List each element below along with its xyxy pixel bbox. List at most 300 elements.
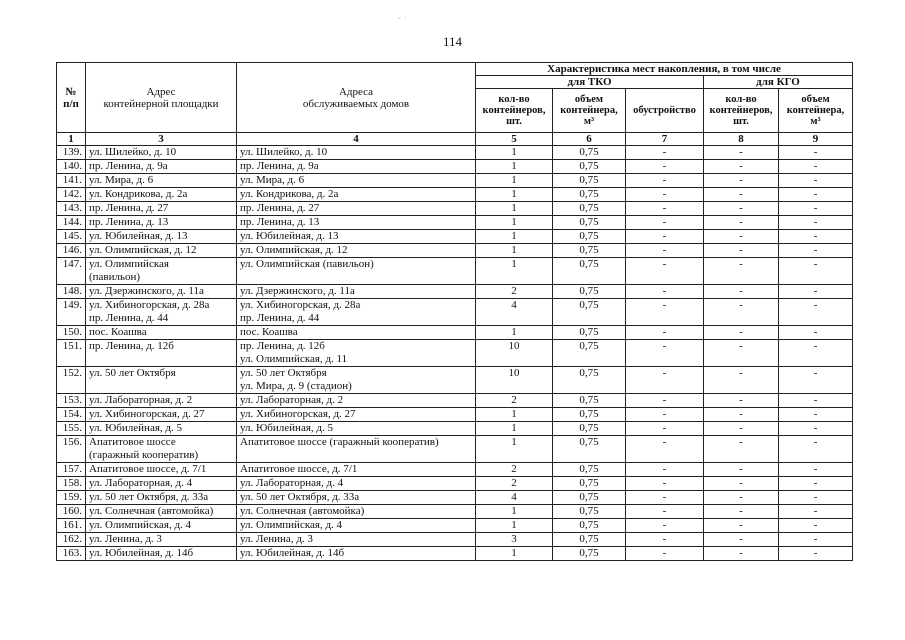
kgo-volume: - bbox=[779, 367, 853, 394]
header-site-address: Адрес контейнерной площадки bbox=[86, 63, 237, 133]
table-row bbox=[57, 505, 853, 519]
header-characteristics: Характеристика мест накопления, в том числе bbox=[476, 63, 853, 76]
served-address bbox=[237, 230, 476, 244]
served-address-line: ул. Лабораторная, д. 2 bbox=[240, 394, 344, 406]
kgo-count: - bbox=[704, 519, 779, 533]
site-address-line: ул. Олимпийская, д. 12 bbox=[89, 244, 197, 256]
served-address-line: пр. Ленина, д. 27 bbox=[240, 202, 320, 214]
kgo-volume: - bbox=[779, 285, 853, 299]
kgo-count: - bbox=[704, 258, 779, 285]
site-address-line: ул. Лабораторная, д. 2 bbox=[89, 394, 193, 406]
equipment: - bbox=[626, 326, 704, 340]
table-row bbox=[57, 394, 853, 408]
row-number: 159. bbox=[57, 491, 86, 505]
kgo-volume: - bbox=[779, 436, 853, 463]
kgo-volume: - bbox=[779, 491, 853, 505]
header-equipment: обустройство bbox=[626, 89, 704, 133]
served-address bbox=[237, 258, 476, 285]
tko-volume: 0,75 bbox=[553, 547, 626, 561]
tko-volume: 0,75 bbox=[553, 367, 626, 394]
served-address-line: ул. 50 лет Октября bbox=[240, 367, 327, 379]
tko-volume: 0,75 bbox=[553, 477, 626, 491]
table-row bbox=[57, 519, 853, 533]
tko-count: 1 bbox=[476, 519, 553, 533]
kgo-count: - bbox=[704, 188, 779, 202]
site-address-line: (павильон) bbox=[89, 271, 141, 283]
equipment: - bbox=[626, 436, 704, 463]
tko-volume: 0,75 bbox=[553, 505, 626, 519]
equipment: - bbox=[626, 477, 704, 491]
equipment: - bbox=[626, 174, 704, 188]
tko-volume: 0,75 bbox=[553, 188, 626, 202]
tko-count: 1 bbox=[476, 188, 553, 202]
tko-count: 1 bbox=[476, 326, 553, 340]
table-row bbox=[57, 285, 853, 299]
row-number: 139. bbox=[57, 146, 86, 160]
kgo-volume: - bbox=[779, 202, 853, 216]
table-row bbox=[57, 326, 853, 340]
equipment: - bbox=[626, 188, 704, 202]
kgo-count: - bbox=[704, 244, 779, 258]
equipment: - bbox=[626, 491, 704, 505]
col-number: 4 bbox=[237, 133, 476, 146]
kgo-count: - bbox=[704, 174, 779, 188]
equipment: - bbox=[626, 244, 704, 258]
tko-volume: 0,75 bbox=[553, 216, 626, 230]
kgo-volume: - bbox=[779, 244, 853, 258]
site-address-line: ул. Юбилейная, д. 5 bbox=[89, 422, 182, 434]
equipment: - bbox=[626, 146, 704, 160]
served-address bbox=[237, 202, 476, 216]
served-address bbox=[237, 477, 476, 491]
row-number: 156. bbox=[57, 436, 86, 463]
served-address-line: ул. Хибиногорская, д. 27 bbox=[240, 408, 356, 420]
site-address bbox=[86, 340, 237, 367]
table-row bbox=[57, 230, 853, 244]
kgo-count: - bbox=[704, 299, 779, 326]
kgo-volume: - bbox=[779, 422, 853, 436]
tko-count: 1 bbox=[476, 422, 553, 436]
site-address bbox=[86, 408, 237, 422]
header-kgo: для КГО bbox=[704, 76, 853, 89]
site-address-line: ул. Дзержинского, д. 11а bbox=[89, 285, 204, 297]
served-address-line: ул. Юбилейная, д. 14б bbox=[240, 547, 345, 559]
kgo-count: - bbox=[704, 408, 779, 422]
table-row bbox=[57, 340, 853, 367]
site-address bbox=[86, 326, 237, 340]
kgo-volume: - bbox=[779, 258, 853, 285]
col-number: 5 bbox=[476, 133, 553, 146]
served-address bbox=[237, 436, 476, 463]
table-row bbox=[57, 174, 853, 188]
tko-count: 2 bbox=[476, 285, 553, 299]
kgo-volume: - bbox=[779, 533, 853, 547]
kgo-count: - bbox=[704, 547, 779, 561]
row-number: 154. bbox=[57, 408, 86, 422]
kgo-count: - bbox=[704, 436, 779, 463]
site-address bbox=[86, 244, 237, 258]
tko-volume: 0,75 bbox=[553, 533, 626, 547]
table-row bbox=[57, 244, 853, 258]
site-address bbox=[86, 436, 237, 463]
row-number: 150. bbox=[57, 326, 86, 340]
site-address-line: пр. Ленина, д. 9а bbox=[89, 160, 168, 172]
tko-volume: 0,75 bbox=[553, 422, 626, 436]
site-address-line: ул. 50 лет Октября bbox=[89, 367, 176, 379]
kgo-count: - bbox=[704, 533, 779, 547]
table-row bbox=[57, 547, 853, 561]
equipment: - bbox=[626, 519, 704, 533]
table-row bbox=[57, 146, 853, 160]
row-number: 163. bbox=[57, 547, 86, 561]
site-address bbox=[86, 202, 237, 216]
kgo-volume: - bbox=[779, 408, 853, 422]
site-address-line: ул. Шилейко, д. 10 bbox=[89, 146, 177, 158]
row-number: 147. bbox=[57, 258, 86, 285]
kgo-volume: - bbox=[779, 160, 853, 174]
row-number: 146. bbox=[57, 244, 86, 258]
tko-count: 1 bbox=[476, 436, 553, 463]
col-number: 1 bbox=[57, 133, 86, 146]
equipment: - bbox=[626, 258, 704, 285]
served-address bbox=[237, 299, 476, 326]
site-address-line: Апатитовое шоссе bbox=[89, 436, 176, 448]
tko-count: 1 bbox=[476, 146, 553, 160]
tko-count: 1 bbox=[476, 505, 553, 519]
site-address-line: ул. Мира, д. 6 bbox=[89, 174, 154, 186]
row-number: 151. bbox=[57, 340, 86, 367]
tko-count: 4 bbox=[476, 491, 553, 505]
header-kgo-volume: объем контейнера, м³ bbox=[779, 89, 853, 133]
served-address bbox=[237, 146, 476, 160]
table-row bbox=[57, 436, 853, 463]
tko-count: 1 bbox=[476, 174, 553, 188]
site-address bbox=[86, 146, 237, 160]
served-address-line: пос. Коашва bbox=[240, 326, 298, 338]
kgo-volume: - bbox=[779, 230, 853, 244]
tko-count: 1 bbox=[476, 244, 553, 258]
container-sites-table bbox=[56, 62, 853, 561]
row-number: 149. bbox=[57, 299, 86, 326]
header-served-addresses: Адреса обслуживаемых домов bbox=[237, 63, 476, 133]
tko-volume: 0,75 bbox=[553, 463, 626, 477]
table-row bbox=[57, 422, 853, 436]
served-address bbox=[237, 326, 476, 340]
tko-count: 1 bbox=[476, 160, 553, 174]
served-address-line: пр. Ленина, д. 13 bbox=[240, 216, 320, 228]
site-address bbox=[86, 463, 237, 477]
col-number: 9 bbox=[779, 133, 853, 146]
site-address-line: пр. Ленина, д. 13 bbox=[89, 216, 169, 228]
header-tko: для ТКО bbox=[476, 76, 704, 89]
tko-count: 1 bbox=[476, 216, 553, 230]
row-number: 155. bbox=[57, 422, 86, 436]
page-number: 114 bbox=[442, 34, 463, 49]
equipment: - bbox=[626, 463, 704, 477]
kgo-volume: - bbox=[779, 216, 853, 230]
kgo-volume: - bbox=[779, 463, 853, 477]
served-address bbox=[237, 160, 476, 174]
site-address-line: (гаражный кооператив) bbox=[89, 449, 199, 461]
kgo-volume: - bbox=[779, 477, 853, 491]
site-address-line: пос. Коашва bbox=[89, 326, 147, 338]
served-address bbox=[237, 422, 476, 436]
row-number: 141. bbox=[57, 174, 86, 188]
kgo-count: - bbox=[704, 202, 779, 216]
tko-volume: 0,75 bbox=[553, 285, 626, 299]
row-number: 152. bbox=[57, 367, 86, 394]
row-number: 144. bbox=[57, 216, 86, 230]
served-address-line: ул. Кондрикова, д. 2а bbox=[240, 188, 339, 200]
site-address-line: ул. Хибиногорская, д. 28а bbox=[89, 299, 210, 311]
site-address bbox=[86, 160, 237, 174]
site-address-line: Апатитовое шоссе, д. 7/1 bbox=[89, 463, 207, 475]
served-address-line: ул. Олимпийская, д. 12 bbox=[240, 244, 348, 256]
table-row bbox=[57, 491, 853, 505]
tko-volume: 0,75 bbox=[553, 174, 626, 188]
col-number: 6 bbox=[553, 133, 626, 146]
site-address bbox=[86, 367, 237, 394]
equipment: - bbox=[626, 202, 704, 216]
tko-count: 1 bbox=[476, 202, 553, 216]
kgo-count: - bbox=[704, 394, 779, 408]
tko-volume: 0,75 bbox=[553, 258, 626, 285]
tko-volume: 0,75 bbox=[553, 326, 626, 340]
kgo-count: - bbox=[704, 230, 779, 244]
kgo-volume: - bbox=[779, 547, 853, 561]
site-address bbox=[86, 299, 237, 326]
served-address-line: ул. Дзержинского, д. 11а bbox=[240, 285, 355, 297]
site-address bbox=[86, 285, 237, 299]
tko-count: 1 bbox=[476, 547, 553, 561]
served-address bbox=[237, 533, 476, 547]
header-num: № п/п bbox=[57, 63, 86, 133]
served-address bbox=[237, 367, 476, 394]
served-address bbox=[237, 285, 476, 299]
kgo-volume: - bbox=[779, 340, 853, 367]
site-address bbox=[86, 394, 237, 408]
row-number: 160. bbox=[57, 505, 86, 519]
tko-count: 4 bbox=[476, 299, 553, 326]
row-number: 142. bbox=[57, 188, 86, 202]
site-address bbox=[86, 477, 237, 491]
site-address-line: ул. Лабораторная, д. 4 bbox=[89, 477, 193, 489]
tko-count: 3 bbox=[476, 533, 553, 547]
site-address bbox=[86, 230, 237, 244]
served-address bbox=[237, 408, 476, 422]
col-number: 8 bbox=[704, 133, 779, 146]
equipment: - bbox=[626, 408, 704, 422]
served-address-line: ул. Солнечная (автомойка) bbox=[240, 505, 365, 517]
tko-count: 1 bbox=[476, 258, 553, 285]
table-row bbox=[57, 202, 853, 216]
kgo-count: - bbox=[704, 491, 779, 505]
kgo-volume: - bbox=[779, 146, 853, 160]
site-address-line: ул. Хибиногорская, д. 27 bbox=[89, 408, 205, 420]
kgo-count: - bbox=[704, 463, 779, 477]
kgo-volume: - bbox=[779, 394, 853, 408]
tko-volume: 0,75 bbox=[553, 146, 626, 160]
equipment: - bbox=[626, 367, 704, 394]
kgo-volume: - bbox=[779, 519, 853, 533]
equipment: - bbox=[626, 422, 704, 436]
tko-count: 10 bbox=[476, 367, 553, 394]
site-address-line: ул. Кондрикова, д. 2а bbox=[89, 188, 188, 200]
kgo-count: - bbox=[704, 477, 779, 491]
row-number: 158. bbox=[57, 477, 86, 491]
kgo-count: - bbox=[704, 505, 779, 519]
served-address-line: ул. Юбилейная, д. 13 bbox=[240, 230, 339, 242]
scan-noise: ᵕ ˑ bbox=[398, 14, 408, 23]
served-address bbox=[237, 244, 476, 258]
equipment: - bbox=[626, 216, 704, 230]
kgo-count: - bbox=[704, 340, 779, 367]
served-address-line: ул. Лабораторная, д. 4 bbox=[240, 477, 344, 489]
served-address-line: ул. Олимпийская, д. 4 bbox=[240, 519, 343, 531]
equipment: - bbox=[626, 160, 704, 174]
table-row bbox=[57, 299, 853, 326]
site-address-line: ул. Олимпийская bbox=[89, 258, 169, 270]
served-address-line: ул. 50 лет Октября, д. 33а bbox=[240, 491, 360, 503]
served-address bbox=[237, 519, 476, 533]
served-address-line: ул. Ленина, д. 3 bbox=[240, 533, 313, 545]
kgo-volume: - bbox=[779, 299, 853, 326]
site-address-line: ул. 50 лет Октября, д. 33а bbox=[89, 491, 209, 503]
table-row bbox=[57, 160, 853, 174]
row-number: 145. bbox=[57, 230, 86, 244]
row-number: 162. bbox=[57, 533, 86, 547]
table-body bbox=[57, 146, 853, 561]
served-address-line: пр. Ленина, д. 44 bbox=[240, 312, 320, 324]
kgo-count: - bbox=[704, 146, 779, 160]
site-address bbox=[86, 547, 237, 561]
row-number: 140. bbox=[57, 160, 86, 174]
kgo-count: - bbox=[704, 216, 779, 230]
served-address bbox=[237, 216, 476, 230]
served-address-line: ул. Олимпийская (павильон) bbox=[240, 258, 374, 270]
served-address bbox=[237, 340, 476, 367]
tko-count: 2 bbox=[476, 477, 553, 491]
site-address bbox=[86, 422, 237, 436]
table-row bbox=[57, 188, 853, 202]
served-address-line: ул. Мира, д. 6 bbox=[240, 174, 305, 186]
kgo-volume: - bbox=[779, 505, 853, 519]
tko-count: 2 bbox=[476, 394, 553, 408]
tko-volume: 0,75 bbox=[553, 408, 626, 422]
header-kgo-count: кол-во контейнеров, шт. bbox=[704, 89, 779, 133]
table-row bbox=[57, 463, 853, 477]
site-address bbox=[86, 258, 237, 285]
equipment: - bbox=[626, 299, 704, 326]
tko-volume: 0,75 bbox=[553, 394, 626, 408]
kgo-volume: - bbox=[779, 326, 853, 340]
col-number: 3 bbox=[86, 133, 237, 146]
served-address bbox=[237, 188, 476, 202]
row-number: 148. bbox=[57, 285, 86, 299]
site-address bbox=[86, 174, 237, 188]
served-address-line: ул. Юбилейная, д. 5 bbox=[240, 422, 333, 434]
tko-volume: 0,75 bbox=[553, 244, 626, 258]
tko-count: 2 bbox=[476, 463, 553, 477]
table-row bbox=[57, 258, 853, 285]
column-number-row bbox=[57, 133, 853, 146]
table-row bbox=[57, 533, 853, 547]
tko-volume: 0,75 bbox=[553, 160, 626, 174]
site-address bbox=[86, 519, 237, 533]
tko-volume: 0,75 bbox=[553, 491, 626, 505]
served-address-line: пр. Ленина, д. 9а bbox=[240, 160, 319, 172]
served-address bbox=[237, 547, 476, 561]
tko-count: 10 bbox=[476, 340, 553, 367]
served-address-line: ул. Шилейко, д. 10 bbox=[240, 146, 328, 158]
tko-volume: 0,75 bbox=[553, 230, 626, 244]
table-row bbox=[57, 216, 853, 230]
equipment: - bbox=[626, 340, 704, 367]
kgo-count: - bbox=[704, 285, 779, 299]
served-address bbox=[237, 463, 476, 477]
site-address-line: ул. Юбилейная, д. 13 bbox=[89, 230, 188, 242]
tko-volume: 0,75 bbox=[553, 340, 626, 367]
site-address bbox=[86, 505, 237, 519]
tko-volume: 0,75 bbox=[553, 436, 626, 463]
kgo-count: - bbox=[704, 326, 779, 340]
site-address bbox=[86, 491, 237, 505]
row-number: 161. bbox=[57, 519, 86, 533]
served-address bbox=[237, 174, 476, 188]
site-address-line: ул. Юбилейная, д. 14б bbox=[89, 547, 194, 559]
tko-volume: 0,75 bbox=[553, 519, 626, 533]
served-address-line: Апатитовое шоссе (гаражный кооператив) bbox=[240, 436, 439, 448]
site-address-line: пр. Ленина, д. 12б bbox=[89, 340, 174, 352]
table-row bbox=[57, 367, 853, 394]
row-number: 157. bbox=[57, 463, 86, 477]
row-number: 143. bbox=[57, 202, 86, 216]
tko-volume: 0,75 bbox=[553, 202, 626, 216]
served-address-line: ул. Мира, д. 9 (стадион) bbox=[240, 380, 352, 392]
site-address-line: ул. Солнечная (автомойка) bbox=[89, 505, 214, 517]
row-number: 153. bbox=[57, 394, 86, 408]
equipment: - bbox=[626, 230, 704, 244]
table-row bbox=[57, 408, 853, 422]
site-address-line: ул. Ленина, д. 3 bbox=[89, 533, 162, 545]
site-address-line: ул. Олимпийская, д. 4 bbox=[89, 519, 192, 531]
equipment: - bbox=[626, 547, 704, 561]
site-address-line: пр. Ленина, д. 44 bbox=[89, 312, 169, 324]
equipment: - bbox=[626, 394, 704, 408]
equipment: - bbox=[626, 285, 704, 299]
site-address bbox=[86, 533, 237, 547]
served-address-line: Апатитовое шоссе, д. 7/1 bbox=[240, 463, 358, 475]
served-address bbox=[237, 505, 476, 519]
equipment: - bbox=[626, 533, 704, 547]
header-tko-volume: объем контейнера, м³ bbox=[553, 89, 626, 133]
table-row bbox=[57, 477, 853, 491]
kgo-count: - bbox=[704, 160, 779, 174]
site-address bbox=[86, 216, 237, 230]
served-address bbox=[237, 394, 476, 408]
tko-count: 1 bbox=[476, 408, 553, 422]
equipment: - bbox=[626, 505, 704, 519]
kgo-volume: - bbox=[779, 188, 853, 202]
header-tko-count: кол-во контейнеров, шт. bbox=[476, 89, 553, 133]
tko-count: 1 bbox=[476, 230, 553, 244]
kgo-count: - bbox=[704, 422, 779, 436]
served-address-line: ул. Хибиногорская, д. 28а bbox=[240, 299, 361, 311]
kgo-count: - bbox=[704, 367, 779, 394]
tko-volume: 0,75 bbox=[553, 299, 626, 326]
col-number: 7 bbox=[626, 133, 704, 146]
served-address-line: пр. Ленина, д. 12б bbox=[240, 340, 325, 352]
